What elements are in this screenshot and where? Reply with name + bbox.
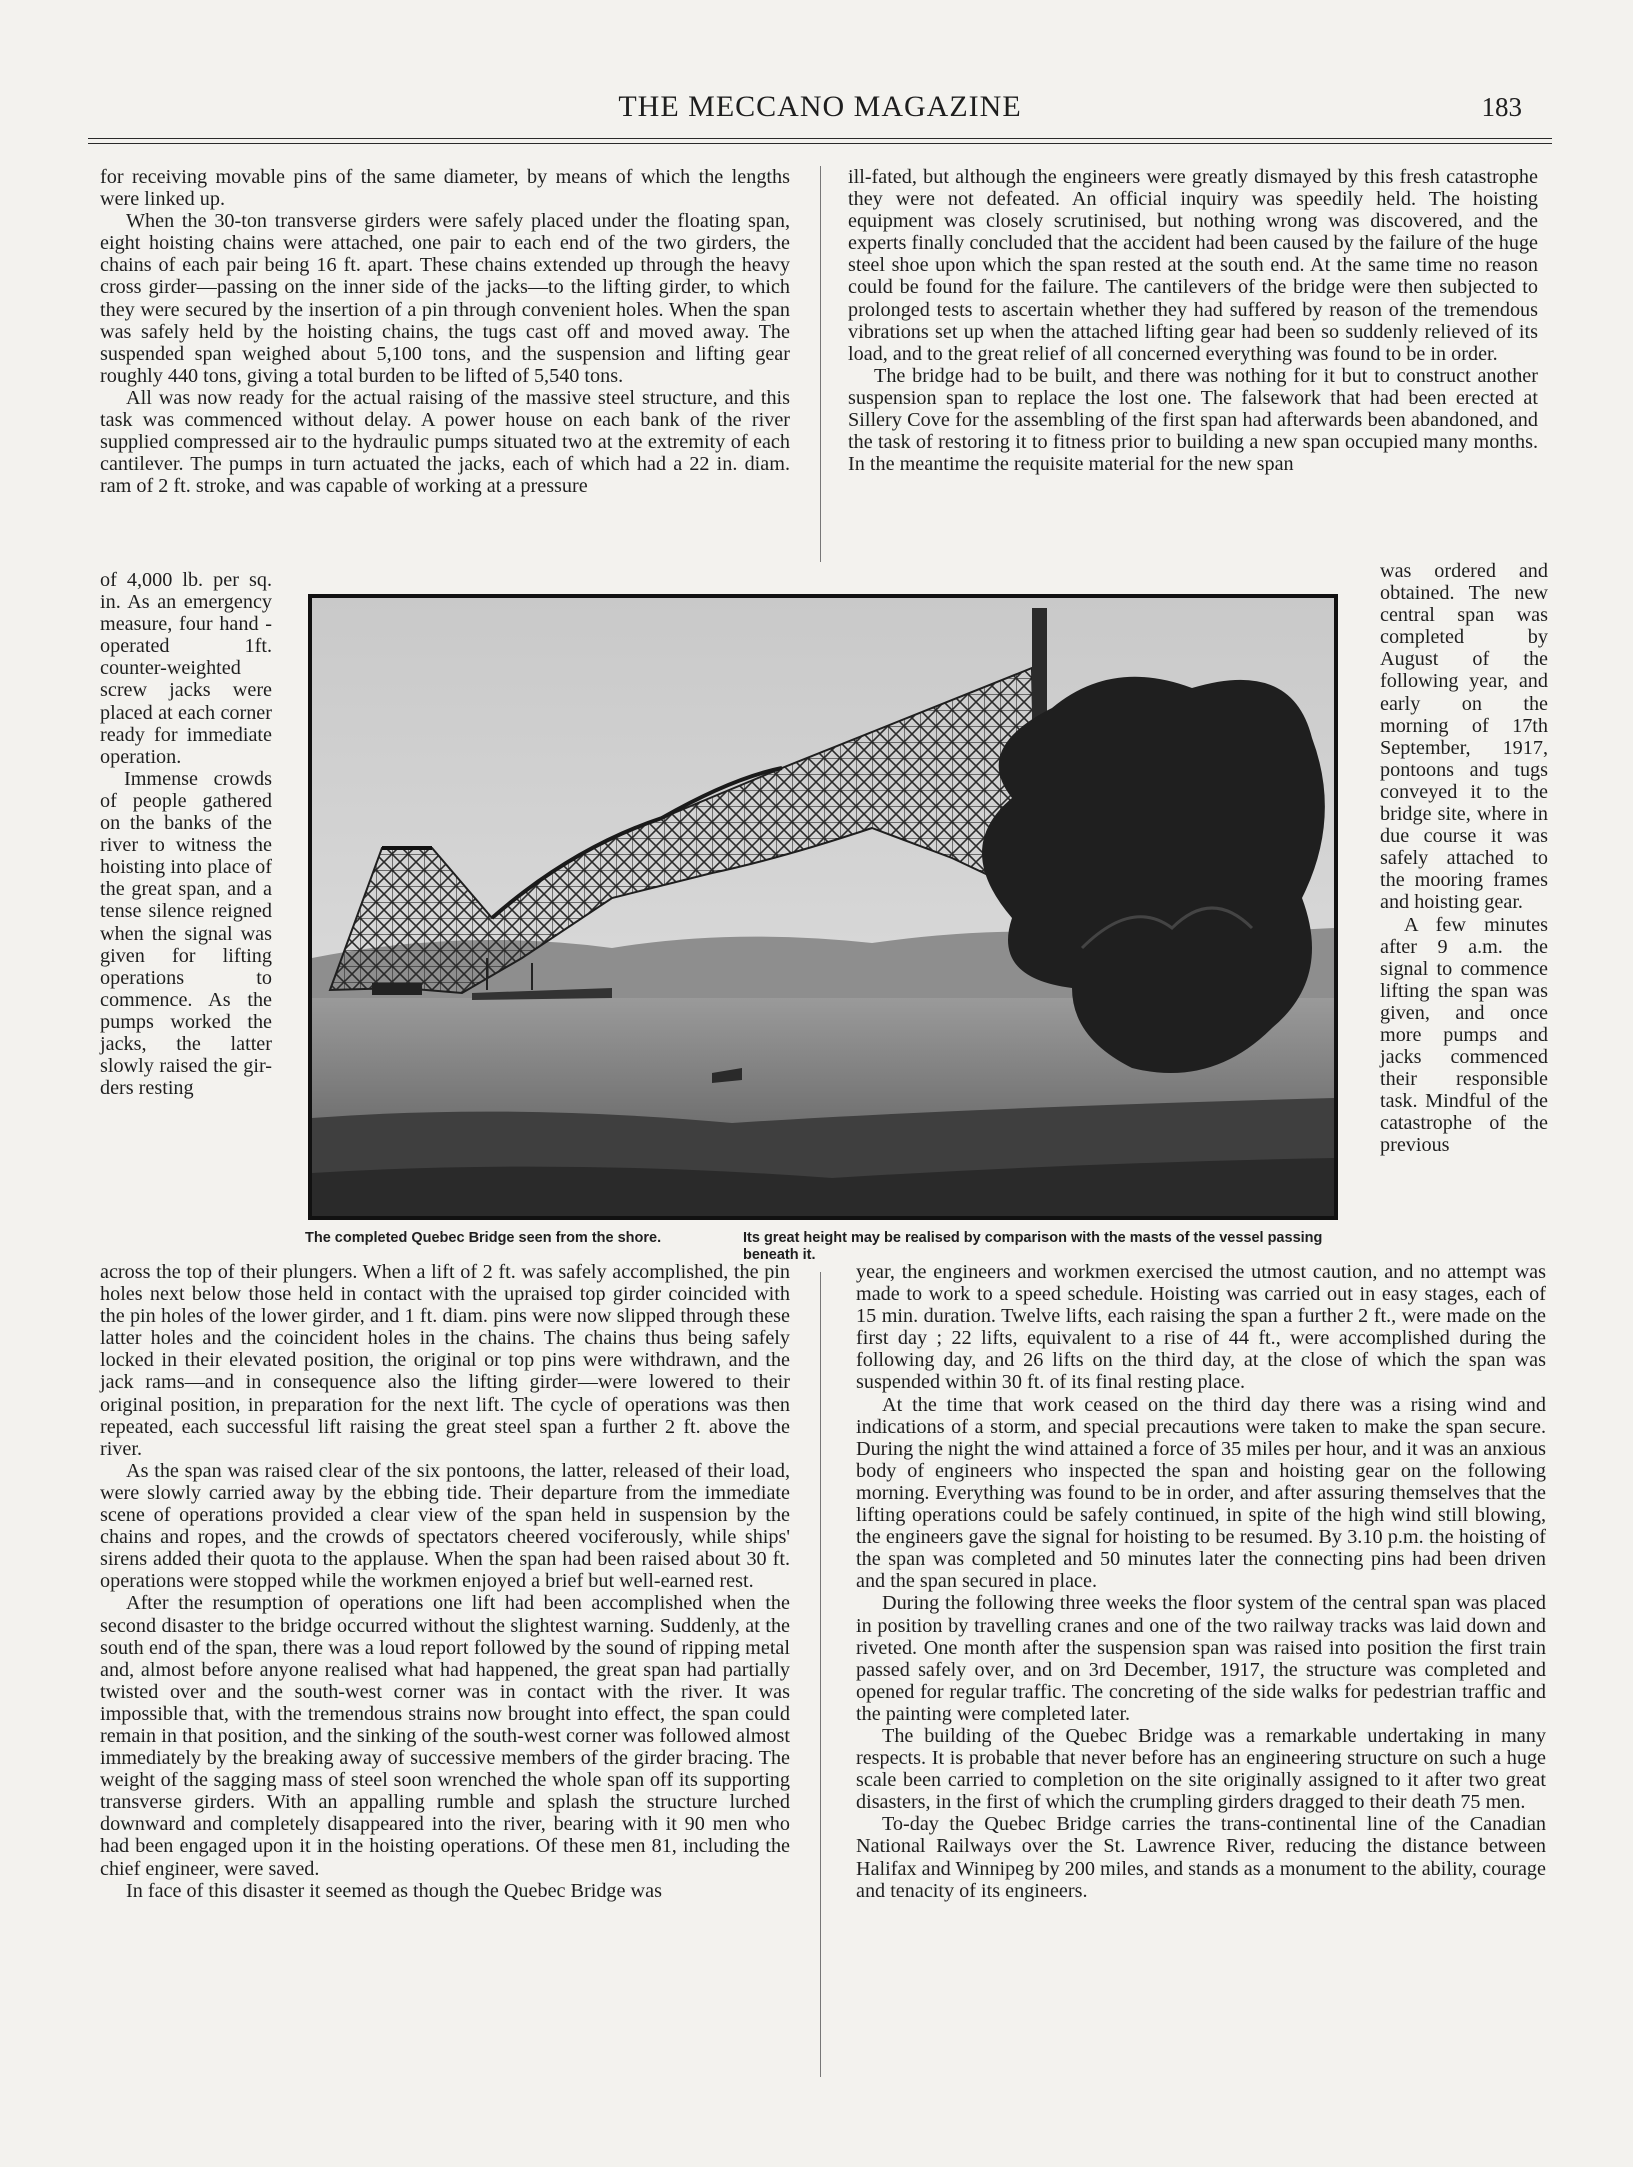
header-rule-bottom [88,143,1552,144]
paragraph: As the span was raised clear of the six pontoons, the latter, released of their load, were slowly carried away by the ebbing tide. Their departure from the immediate scene of operations provided a clear view of the span held in suspension by the chains and ropes, and the crowds of spectators cheered vociferously, while ships' sirens added their quota to the applause. When the span had been raised about 30 ft. operations were stopped while the workmen enjoyed a brief but well-earned rest. [100,1459,790,1593]
column-divider-top [820,166,821,562]
paragraph: To-day the Quebec Bridge carries the trans-continental line of the Canadian National Railways over the St. Lawrence River, reducing the distance between Halifax and Winnipeg by 200 miles, and stands as a monument to the ability, courage and tenacity of its engineers. [856,1813,1546,1902]
paragraph: ill-fated, but although the engineers were greatly dismayed by this fresh catastrophe they were not defeated. An official inquiry was speedily held. The hoisting equipment was closely scrutinised, but nothing wrong was discovered, and the experts finally concluded that the accident had been caused by the failure of the huge steel shoe upon which the span rested at the south end. At the same time no reason could be found for the failure. The cantilevers of the bridge were then subjected to prolonged tests to ascertain whether they had suffered by reason of the tremendous vibrations set up when the attached lifting gear had been so suddenly relieved of its load, and to the great relief of all concerned everything was found to be in order. [848,166,1538,365]
photo-caption-left: The completed Quebec Bridge seen from the shore. [305,1230,662,1246]
bridge-photo [308,594,1338,1220]
left-narrow-column [100,569,272,1099]
paragraph: When the 30-ton transverse girders were safely placed under the floating span, eight hoisting chains were attached, one pair to each end of the two girders, the chains of each pair being 16 ft. apart. These chains extended up through the heavy cross girder—passing on the inner side of the jacks—to the lifting girder, to which they were secured by the insertion of a pin through convenient holes. When the span was safely held by the hoisting chains, the tugs cast off and moved away. The suspended span weighed about 5,100 tons, and the suspension and lifting gear roughly 440 tons, giving a total burden to be lifted of 5,540 tons. [100,210,790,387]
page-number: 183 [1481,92,1522,122]
paragraph: All was now ready for the actual raising of the massive steel structure, and this task was commenced without delay. A power house on each bank of the river supplied compressed air to the hydraulic pumps situated two at the extremity of each cantilever. The pumps in turn actuated the jacks, each of which had a 22 in. diam. ram of 2 ft. stroke, and was capable of working at a pressure [100,386,790,498]
paragraph: After the resumption of operations one lift had been accomplished when the second disaster to the bridge occurred without the slightest warning. Suddenly, at the south end of the span, there was a loud report followed by the sound of ripping metal and, almost before anyone realised what had happened, the great span had partially twisted over and the south-west corner was in contact with the river. It was impossible that, with the tremendous strains now brought into effect, the span could remain in that position, and the sinking of the south-west corner was followed almost immediately by the breaking away of successive members of the girder bracing. The weight of the sagging mass of steel soon wrenched the whole span off its supporting transverse girders. With an appalling rumble and splash the structure lurched downward and completely disappeared into the river, bearing with it 90 men who had been engaged upon it in the hoisting operations. Of these men 81, including the chief engineer, were saved. [100,1592,790,1880]
right-column-bottom [856,1261,1546,1902]
magazine-title: THE MECCANO MAGAZINE [618,90,1022,123]
paragraph: across the top of their plungers. When a lift of 2 ft. was safely accomplished, the pin holes next below those held in contact with the upraised top girder coincided with the pin holes of the lower girder, and 1 ft. diam. pins were now slipped through these latter holes and the coincident holes in the chains. The chains thus being safely locked in their elevated position, the original or top pins were withdrawn, and the jack rams—and in consequence also the lifting girder—were lowered to their original position, in preparation for the next lift. The cycle of operations was then repeated, each successful lift raising the great steel span a further 2 ft. above the river. [100,1261,790,1460]
paragraph: A few minutes after 9 a.m. the signal to commence lifting the span was given, and once more pumps and jacks commenced their responsible task. Mindful of the catastrophe of the previous [1380,913,1548,1157]
column-divider-bottom [820,1272,821,2077]
left-column-top [100,166,790,497]
quebec-bridge-illustration [312,598,1334,1216]
paragraph: The bridge had to be built, and there was nothing for it but to construct another suspension span to replace the lost one. The falsework that had been erected at Sillery Cove for the assembling of the first span had afterwards been abandoned, and the task of restoring it to fitness prior to building a new span occupied many months. In the meantime the requisite material for the new span [848,364,1538,476]
paragraph: In face of this disaster it seemed as though the Quebec Bridge was [126,1879,662,1902]
paragraph: Immense crowds of people gathered on the banks of the river to witness the hoisting into place of the great span, and a tense silence reigned when the signal was given for lifting operations to commence. As the pumps worked the jacks, the latter slowly raised the gir-ders resting [100,767,272,1100]
right-column-top [848,166,1538,475]
paragraph: for receiving movable pins of the same diameter, by means of which the lengths were linked up. [100,166,790,211]
paragraph: The building of the Quebec Bridge was a remarkable undertaking in many respects. It is probable that never before has an engineering structure on such a huge scale been carried to completion on the site originally assigned to it after two great disasters, in the first of which the crumpling girders dragged to their death 75 men. [856,1724,1546,1814]
paragraph: During the following three weeks the floor system of the central span was placed in position by travelling cranes and one of the two railway tracks was laid down and riveted. One month after the suspension span was raised into position the first train passed safely over, and on 3rd December, 1917, the structure was completed and opened for regular traffic. The concreting of the side walks for pedestrian traffic and the painting were completed later. [856,1592,1546,1725]
right-narrow-column [1380,560,1548,1157]
page-header [88,90,1552,132]
photo-caption-right: Its great height may be realised by comparison with the masts of the vessel passing beneath it. [743,1230,1323,1263]
paragraph: of 4,000 lb. per sq. in. As an emergency measure, four hand - operated 1ft. counter-weighted screw jacks were placed at each corner ready for immediate operation. [100,569,272,768]
header-rule-top [88,138,1552,139]
left-column-bottom [100,1261,790,1902]
paragraph: year, the engineers and workmen exercised the utmost caution, and no attempt was made to work to a speed schedule. Hoisting was carried out in easy stages, each of 15 min. duration. Twelve lifts, each raising the span a further 2 ft., were made on the first day ; 22 lifts, equivalent to a rise of 44 ft., were accomplished during the following day, and 26 lifts on the third day, at the close of which the span was suspended within 30 ft. of its final resting place. [856,1261,1546,1394]
paragraph: was ordered and obtained. The new central span was completed by August of the following year, and early on the morning of 17th September, 1917, pontoons and tugs conveyed it to the bridge site, where in due course it was safely attached to the mooring frames and hoisting gear. [1380,560,1548,914]
paragraph: At the time that work ceased on the third day there was a rising wind and indications of a storm, and special precautions were taken to make the span secure. During the night the wind attained a force of 35 miles per hour, and it was an anxious body of engineers who inspected the span and hoisting gear on the following morning. Everything was found to be in order, and after assuring themselves that the lifting operations could be safely continued, in spite of the high wind still blowing, the engineers gave the signal for hoisting to be resumed. By 3.10 p.m. the hoisting of the span was completed and 50 minutes later the connecting pins had been driven and the span secured in place. [856,1393,1546,1593]
